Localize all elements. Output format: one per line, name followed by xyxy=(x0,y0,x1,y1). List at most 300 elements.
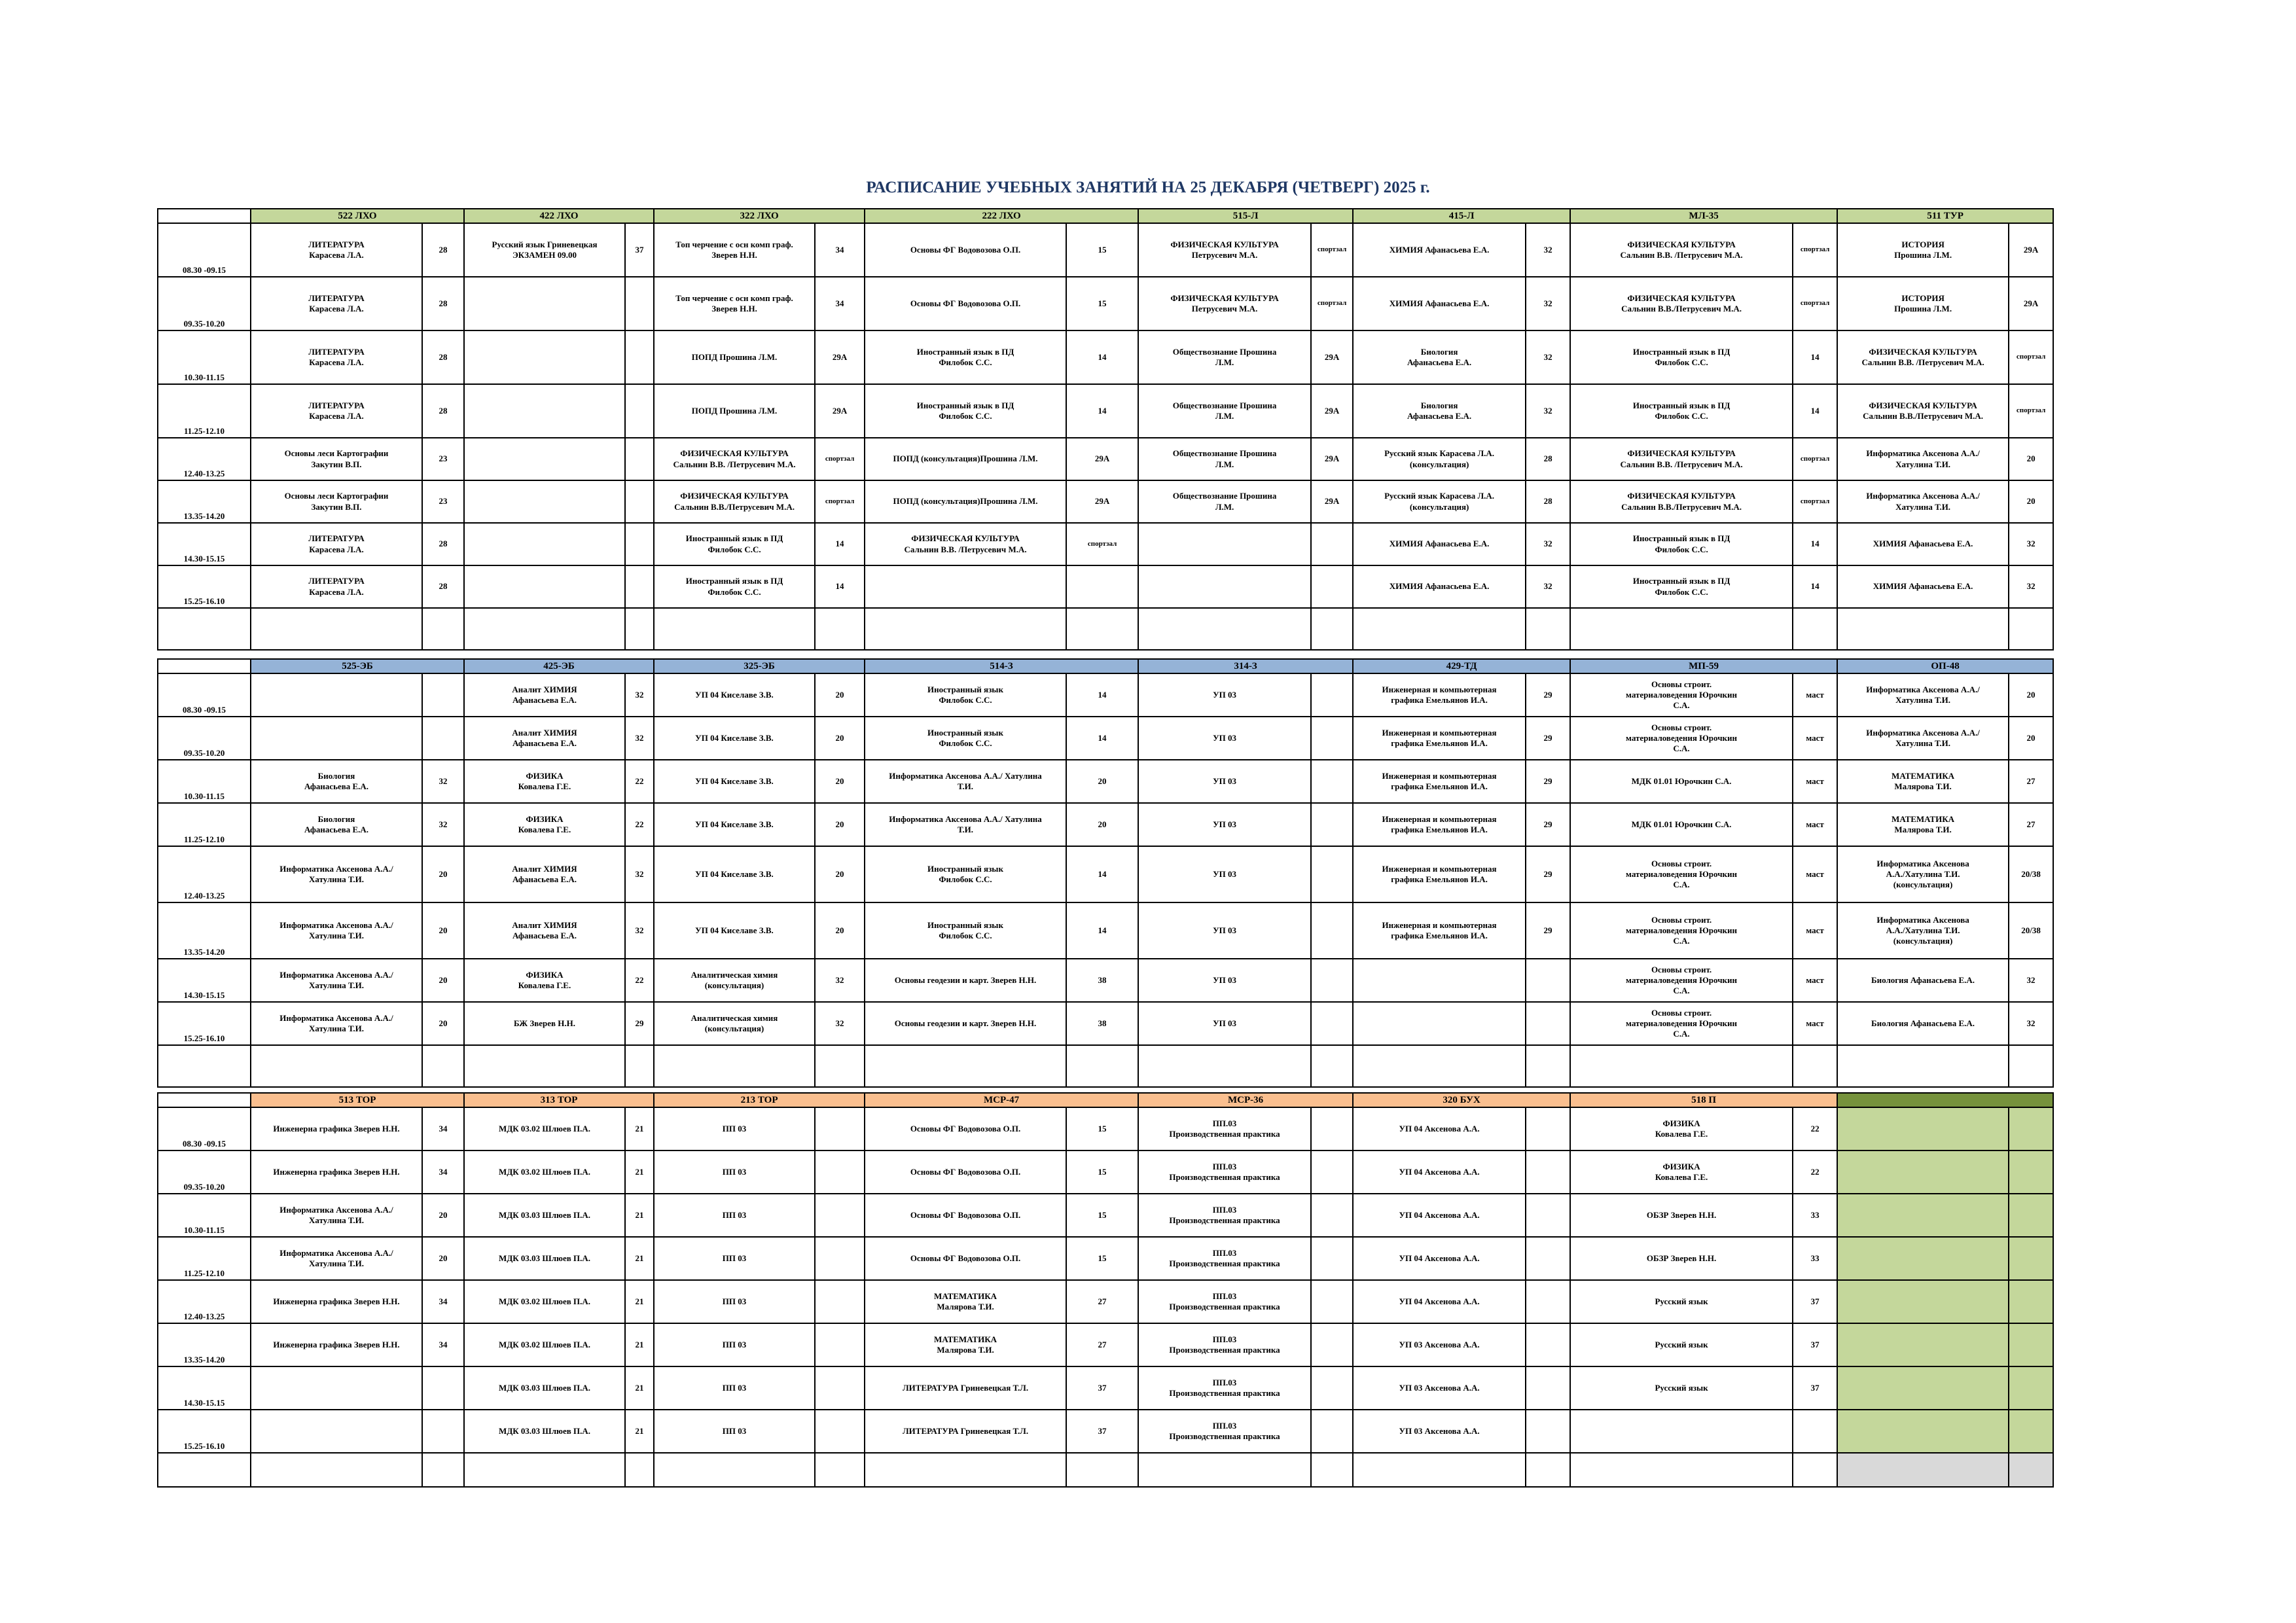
lesson-subject: ФИЗИЧЕСКАЯ КУЛЬТУРА Сальнин В.В. /Петрусевич М.А. xyxy=(1837,330,2009,384)
lesson-subject xyxy=(1837,1280,2009,1323)
lesson-room xyxy=(1793,1410,1837,1453)
lesson-room: 15 xyxy=(1066,277,1138,330)
lesson-room: 20 xyxy=(2009,717,2053,760)
lesson-subject: ФИЗИКА Ковалева Г.Е. xyxy=(464,760,625,803)
lesson-subject: ПП.03 Производственная практика xyxy=(1138,1280,1311,1323)
empty-cell xyxy=(422,1045,464,1087)
lesson-subject: Основы ФГ Водовозова О.П. xyxy=(865,1194,1066,1237)
lesson-room: 34 xyxy=(422,1323,464,1366)
lesson-row xyxy=(158,1150,2053,1194)
lesson-subject: ЛИТЕРАТУРА Карасева Л.А. xyxy=(251,223,422,277)
schedule-table-block-1 xyxy=(157,208,2054,651)
lesson-subject: МДК 03.02 Шлюев П.А. xyxy=(464,1323,625,1366)
lesson-subject: Информатика Аксенова А.А./ Хатулина Т.И. xyxy=(865,803,1066,846)
lesson-time: 12.40-13.25 xyxy=(158,1280,251,1323)
group-header-row xyxy=(158,659,2053,673)
lesson-subject: Русский язык Гриневецкая ЭКЗАМЕН 09.00 xyxy=(464,223,625,277)
lesson-subject: ПП.03 Производственная практика xyxy=(1138,1107,1311,1150)
lesson-row xyxy=(158,1002,2053,1045)
empty-cell xyxy=(251,1045,422,1087)
group-header-row xyxy=(158,209,2053,223)
empty-cell xyxy=(1837,1045,2009,1087)
lesson-subject: Основы геодезии и карт. Зверев Н.Н. xyxy=(865,1002,1066,1045)
lesson-subject: МДК 03.03 Шлюев П.А. xyxy=(464,1194,625,1237)
group-name: 425-ЭБ xyxy=(464,659,654,673)
lesson-room: 14 xyxy=(1793,523,1837,565)
lesson-subject: Информатика Аксенова А.А./ Хатулина Т.И. xyxy=(251,846,422,902)
lesson-room: 29 xyxy=(1526,673,1570,717)
lesson-room: 29А xyxy=(1311,480,1353,523)
lesson-room: 20 xyxy=(815,902,865,959)
lesson-subject: УП 04 Аксенова А.А. xyxy=(1353,1150,1526,1194)
page-title: РАСПИСАНИЕ УЧЕБНЫХ ЗАНЯТИЙ НА 25 ДЕКАБРЯ (ЧЕТВЕРГ) 2025 г. xyxy=(866,179,1430,196)
lesson-subject: Инженерная и компьютерная графика Емельянов И.А. xyxy=(1353,846,1526,902)
lesson-subject xyxy=(251,717,422,760)
lesson-room: 38 xyxy=(1066,1002,1138,1045)
lesson-time: 09.35-10.20 xyxy=(158,1150,251,1194)
lesson-subject xyxy=(464,330,625,384)
empty-cell xyxy=(1793,1045,1837,1087)
lesson-room: 14 xyxy=(815,565,865,608)
lesson-subject: МДК 03.03 Шлюев П.А. xyxy=(464,1366,625,1410)
lesson-time: 08.30 -09.15 xyxy=(158,673,251,717)
lesson-room: 23 xyxy=(422,480,464,523)
lesson-subject xyxy=(464,384,625,438)
lesson-room: спортзал xyxy=(1793,223,1837,277)
lesson-row xyxy=(158,1323,2053,1366)
lesson-room xyxy=(815,1410,865,1453)
lesson-room: 32 xyxy=(1526,384,1570,438)
lesson-subject: ФИЗИКА Ковалева Г.Е. xyxy=(1570,1107,1793,1150)
lesson-time: 13.35-14.20 xyxy=(158,1323,251,1366)
lesson-subject: Русский язык Карасева Л.А. (консультация) xyxy=(1353,480,1526,523)
lesson-room xyxy=(625,438,654,480)
lesson-room: 32 xyxy=(815,959,865,1002)
lesson-subject: Биология Афанасьева Е.А. xyxy=(1353,330,1526,384)
lesson-room: 33 xyxy=(1793,1237,1837,1280)
lesson-subject: МАТЕМАТИКА Малярова Т.И. xyxy=(865,1280,1066,1323)
lesson-room: 29А xyxy=(1311,384,1353,438)
lesson-room: 37 xyxy=(625,223,654,277)
lesson-subject: Обществознание Прошина Л.М. xyxy=(1138,438,1311,480)
empty-cell xyxy=(1311,1453,1353,1487)
lesson-subject xyxy=(251,673,422,717)
lesson-room: 20 xyxy=(2009,480,2053,523)
lesson-subject: БЖ Зверев Н.Н. xyxy=(464,1002,625,1045)
lesson-room: спортзал xyxy=(2009,330,2053,384)
lesson-subject xyxy=(1837,1323,2009,1366)
lesson-subject xyxy=(464,277,625,330)
lesson-subject: ПП.03 Производственная практика xyxy=(1138,1410,1311,1453)
lesson-room xyxy=(1311,803,1353,846)
lesson-subject: ПОПД Прошина Л.М. xyxy=(654,384,815,438)
lesson-room: спортзал xyxy=(2009,384,2053,438)
lesson-subject: Биология Афанасьева Е.А. xyxy=(1837,959,2009,1002)
lesson-room xyxy=(1526,1150,1570,1194)
lesson-room xyxy=(1066,565,1138,608)
lesson-room: 22 xyxy=(625,803,654,846)
empty-cell xyxy=(815,1453,865,1487)
lesson-room: 20 xyxy=(815,673,865,717)
lesson-room: 20 xyxy=(422,902,464,959)
lesson-subject: ФИЗИЧЕСКАЯ КУЛЬТУРА Сальнин В.В. /Петрусевич М.А. xyxy=(654,438,815,480)
lesson-room: 21 xyxy=(625,1323,654,1366)
lesson-room: 32 xyxy=(1526,565,1570,608)
lesson-row xyxy=(158,1410,2053,1453)
lesson-room: 20 xyxy=(422,1002,464,1045)
lesson-time: 15.25-16.10 xyxy=(158,565,251,608)
lesson-subject: ЛИТЕРАТУРА Карасева Л.А. xyxy=(251,277,422,330)
lesson-subject: УП 04 Киселаве З.В. xyxy=(654,803,815,846)
lesson-room: 15 xyxy=(1066,1194,1138,1237)
lesson-subject: Иностранный язык в ПД Филобок С.С. xyxy=(654,523,815,565)
lesson-row xyxy=(158,673,2053,717)
lesson-subject: УП 03 xyxy=(1138,902,1311,959)
lesson-time: 10.30-11.15 xyxy=(158,1194,251,1237)
lesson-room: 21 xyxy=(625,1150,654,1194)
empty-cell xyxy=(815,1045,865,1087)
lesson-subject: ЛИТЕРАТУРА Гриневецкая Т.Л. xyxy=(865,1366,1066,1410)
lesson-room xyxy=(625,565,654,608)
group-name: 213 ТОР xyxy=(654,1093,865,1107)
lesson-subject: ПП.03 Производственная практика xyxy=(1138,1366,1311,1410)
lesson-room xyxy=(1311,959,1353,1002)
lesson-room: 29А xyxy=(1066,480,1138,523)
lesson-room xyxy=(2009,1107,2053,1150)
lesson-subject: Основы строит. материаловедения Юрочкин С.А. xyxy=(1570,959,1793,1002)
lesson-room: 22 xyxy=(625,959,654,1002)
lesson-room: 15 xyxy=(1066,1107,1138,1150)
lesson-room xyxy=(1526,1280,1570,1323)
lesson-subject: Основы ФГ Водовозова О.П. xyxy=(865,223,1066,277)
empty-cell xyxy=(464,1453,625,1487)
lesson-subject: ЛИТЕРАТУРА Карасева Л.А. xyxy=(251,565,422,608)
lesson-row xyxy=(158,523,2053,565)
lesson-subject: Основы леси Картографии Закутин В.П. xyxy=(251,480,422,523)
lesson-subject: ПП 03 xyxy=(654,1323,815,1366)
lesson-room: спортзал xyxy=(1311,223,1353,277)
lesson-subject xyxy=(1138,523,1311,565)
lesson-room xyxy=(1311,717,1353,760)
lesson-room: 32 xyxy=(625,902,654,959)
lesson-room: спортзал xyxy=(1793,277,1837,330)
lesson-subject: ФИЗИКА Ковалева Г.Е. xyxy=(1570,1150,1793,1194)
lesson-subject: МАТЕМАТИКА Малярова Т.И. xyxy=(865,1323,1066,1366)
lesson-subject: ФИЗИЧЕСКАЯ КУЛЬТУРА Сальнин В.В. /Петрусевич М.А. xyxy=(1570,438,1793,480)
lesson-subject: УП 04 Аксенова А.А. xyxy=(1353,1280,1526,1323)
lesson-subject: Биология Афанасьева Е.А. xyxy=(1837,1002,2009,1045)
lesson-time: 12.40-13.25 xyxy=(158,846,251,902)
lesson-time: 13.35-14.20 xyxy=(158,902,251,959)
lesson-subject: УП 03 Аксенова А.А. xyxy=(1353,1323,1526,1366)
empty-cell xyxy=(865,608,1066,650)
group-name: 422 ЛХО xyxy=(464,209,654,223)
lesson-room: 29 xyxy=(1526,803,1570,846)
lesson-room: 37 xyxy=(1066,1410,1138,1453)
empty-cell xyxy=(654,608,815,650)
lesson-subject: Иностранный язык в ПД Филобок С.С. xyxy=(1570,565,1793,608)
lesson-row xyxy=(158,760,2053,803)
lesson-subject: Инженерна графика Зверев Н.Н. xyxy=(251,1150,422,1194)
lesson-room: 28 xyxy=(422,330,464,384)
lesson-subject: МДК 01.01 Юрочкин С.А. xyxy=(1570,760,1793,803)
lesson-subject: Информатика Аксенова А.А./ Хатулина Т.И. xyxy=(1837,480,2009,523)
lesson-row xyxy=(158,480,2053,523)
group-name xyxy=(1837,1093,2053,1107)
lesson-time: 14.30-15.15 xyxy=(158,1366,251,1410)
lesson-room: 32 xyxy=(1526,330,1570,384)
lesson-room: спортзал xyxy=(1793,438,1837,480)
lesson-room: маст xyxy=(1793,902,1837,959)
lesson-subject: МАТЕМАТИКА Малярова Т.И. xyxy=(1837,760,2009,803)
empty-cell xyxy=(1353,1453,1526,1487)
empty-cell xyxy=(1138,1453,1311,1487)
lesson-room: 21 xyxy=(625,1107,654,1150)
lesson-subject: Биология Афанасьева Е.А. xyxy=(251,760,422,803)
lesson-subject: Основы ФГ Водовозова О.П. xyxy=(865,1150,1066,1194)
lesson-row xyxy=(158,384,2053,438)
lesson-row xyxy=(158,330,2053,384)
lesson-subject: ФИЗИЧЕСКАЯ КУЛЬТУРА Сальнин В.В. /Петрусевич М.А. xyxy=(1570,223,1793,277)
lesson-room: 14 xyxy=(1066,673,1138,717)
lesson-room xyxy=(1526,1410,1570,1453)
lesson-subject xyxy=(1353,959,1526,1002)
lesson-room: 27 xyxy=(1066,1323,1138,1366)
lesson-subject: Иностранный язык Филобок С.С. xyxy=(865,673,1066,717)
lesson-subject: Иностранный язык Филобок С.С. xyxy=(865,846,1066,902)
lesson-subject: Информатика Аксенова А.А./ Хатулина Т.И. xyxy=(1837,717,2009,760)
lesson-room: 37 xyxy=(1793,1366,1837,1410)
lesson-row xyxy=(158,565,2053,608)
group-name: 314-З xyxy=(1138,659,1353,673)
lesson-subject: Основы геодезии и карт. Зверев Н.Н. xyxy=(865,959,1066,1002)
lesson-subject: Информатика Аксенова А.А./ Хатулина Т.И. xyxy=(1837,673,2009,717)
lesson-subject: ПП 03 xyxy=(654,1194,815,1237)
lesson-subject: Основы ФГ Водовозова О.П. xyxy=(865,1107,1066,1150)
lesson-room xyxy=(815,1237,865,1280)
lesson-room: 34 xyxy=(422,1280,464,1323)
lesson-subject xyxy=(865,565,1066,608)
lesson-subject: МДК 03.02 Шлюев П.А. xyxy=(464,1150,625,1194)
lesson-room xyxy=(1526,1002,1570,1045)
lesson-room: 32 xyxy=(2009,1002,2053,1045)
lesson-subject: Информатика Аксенова А.А./Хатулина Т.И. (консультация) xyxy=(1837,846,2009,902)
group-name: 325-ЭБ xyxy=(654,659,865,673)
lesson-subject: Инженерна графика Зверев Н.Н. xyxy=(251,1280,422,1323)
lesson-room: 27 xyxy=(2009,760,2053,803)
lesson-room: 32 xyxy=(422,760,464,803)
lesson-room: 20 xyxy=(422,846,464,902)
lesson-subject: Основы строит. материаловедения Юрочкин С.А. xyxy=(1570,846,1793,902)
group-name: 320 БУХ xyxy=(1353,1093,1570,1107)
lesson-subject: ФИЗИКА Ковалева Г.Е. xyxy=(464,803,625,846)
lesson-time: 11.25-12.10 xyxy=(158,1237,251,1280)
lesson-subject: Информатика Аксенова А.А./ Хатулина Т.И. xyxy=(251,902,422,959)
lesson-subject: МДК 03.02 Шлюев П.А. xyxy=(464,1280,625,1323)
lesson-room xyxy=(1311,1323,1353,1366)
lesson-subject: Русский язык xyxy=(1570,1323,1793,1366)
group-name: 525-ЭБ xyxy=(251,659,464,673)
lesson-room: спортзал xyxy=(1066,523,1138,565)
header-corner xyxy=(158,659,251,673)
lesson-room: 20 xyxy=(422,1237,464,1280)
lesson-time: 14.30-15.15 xyxy=(158,959,251,1002)
lesson-room: 20 xyxy=(815,846,865,902)
lesson-room: 32 xyxy=(1526,223,1570,277)
lesson-subject: ФИЗИЧЕСКАЯ КУЛЬТУРА Сальнин В.В./Петрусевич М.А. xyxy=(1837,384,2009,438)
lesson-room: 29 xyxy=(1526,902,1570,959)
lesson-room: 29А xyxy=(1311,330,1353,384)
lesson-room: 29 xyxy=(1526,717,1570,760)
lesson-room xyxy=(1311,902,1353,959)
empty-cell xyxy=(1526,608,1570,650)
lesson-room: 22 xyxy=(1793,1150,1837,1194)
lesson-subject: ПП 03 xyxy=(654,1410,815,1453)
empty-cell xyxy=(1570,608,1793,650)
lesson-subject: Иностранный язык в ПД Филобок С.С. xyxy=(1570,384,1793,438)
lesson-room xyxy=(625,480,654,523)
lesson-subject: УП 03 Аксенова А.А. xyxy=(1353,1410,1526,1453)
lesson-room: 28 xyxy=(422,384,464,438)
lesson-subject: ПП.03 Производственная практика xyxy=(1138,1194,1311,1237)
header-corner xyxy=(158,1093,251,1107)
lesson-subject: Информатика Аксенова А.А./ Хатулина Т.И. xyxy=(251,1237,422,1280)
lesson-room: 29 xyxy=(1526,760,1570,803)
lesson-room xyxy=(1311,846,1353,902)
lesson-subject: Инженерная и компьютерная графика Емельянов И.А. xyxy=(1353,902,1526,959)
lesson-room xyxy=(1311,1280,1353,1323)
lesson-subject: ХИМИЯ Афанасьева Е.А. xyxy=(1837,565,2009,608)
lesson-room: 14 xyxy=(1066,384,1138,438)
lesson-room: 32 xyxy=(2009,565,2053,608)
lesson-subject: ПП.03 Производственная практика xyxy=(1138,1150,1311,1194)
lesson-room xyxy=(1311,565,1353,608)
lesson-room: 14 xyxy=(1066,717,1138,760)
lesson-room xyxy=(625,384,654,438)
lesson-subject: Основы ФГ Водовозова О.П. xyxy=(865,277,1066,330)
lesson-subject: УП 04 Аксенова А.А. xyxy=(1353,1237,1526,1280)
lesson-room xyxy=(2009,1280,2053,1323)
lesson-subject: ПОПД Прошина Л.М. xyxy=(654,330,815,384)
empty-cell xyxy=(1138,608,1311,650)
lesson-room: 14 xyxy=(1793,565,1837,608)
lesson-subject: ХИМИЯ Афанасьева Е.А. xyxy=(1353,565,1526,608)
empty-cell xyxy=(1793,1453,1837,1487)
group-name: 515-Л xyxy=(1138,209,1353,223)
lesson-row xyxy=(158,902,2053,959)
empty-cell xyxy=(1526,1045,1570,1087)
empty-cell xyxy=(158,1453,251,1487)
lesson-room: маст xyxy=(1793,1002,1837,1045)
lesson-room: 20 xyxy=(815,803,865,846)
lesson-room: маст xyxy=(1793,846,1837,902)
lesson-room xyxy=(1311,1107,1353,1150)
lesson-room xyxy=(815,1150,865,1194)
lesson-subject xyxy=(1353,1002,1526,1045)
lesson-subject: Основы строит. материаловедения Юрочкин С.А. xyxy=(1570,717,1793,760)
lesson-subject: Инженерная и компьютерная графика Емельянов И.А. xyxy=(1353,803,1526,846)
lesson-room: 20 xyxy=(2009,673,2053,717)
lesson-subject: МДК 01.01 Юрочкин С.А. xyxy=(1570,803,1793,846)
lesson-subject: ОБЗР Зверев Н.Н. xyxy=(1570,1194,1793,1237)
lesson-room: маст xyxy=(1793,717,1837,760)
lesson-time: 15.25-16.10 xyxy=(158,1410,251,1453)
lesson-room: 32 xyxy=(422,803,464,846)
lesson-subject: ХИМИЯ Афанасьева Е.А. xyxy=(1353,223,1526,277)
lesson-row xyxy=(158,438,2053,480)
lesson-subject: Инженерная и компьютерная графика Емельянов И.А. xyxy=(1353,760,1526,803)
lesson-room xyxy=(422,717,464,760)
lesson-room: 23 xyxy=(422,438,464,480)
lesson-room: 14 xyxy=(1793,384,1837,438)
empty-cell xyxy=(654,1453,815,1487)
lesson-subject: ЛИТЕРАТУРА Карасева Л.А. xyxy=(251,384,422,438)
lesson-room xyxy=(1526,1194,1570,1237)
lesson-time: 11.25-12.10 xyxy=(158,803,251,846)
lesson-room: 29 xyxy=(1526,846,1570,902)
lesson-room xyxy=(2009,1323,2053,1366)
lesson-room: маст xyxy=(1793,803,1837,846)
lesson-row xyxy=(158,1366,2053,1410)
lesson-row xyxy=(158,846,2053,902)
lesson-subject: Биология Афанасьева Е.А. xyxy=(1353,384,1526,438)
lesson-room xyxy=(815,1366,865,1410)
lesson-room: 14 xyxy=(1793,330,1837,384)
lesson-room: спортзал xyxy=(1311,277,1353,330)
lesson-time: 08.30 -09.15 xyxy=(158,1107,251,1150)
group-name: 522 ЛХО xyxy=(251,209,464,223)
lesson-subject: МДК 03.03 Шлюев П.А. xyxy=(464,1410,625,1453)
lesson-room: 21 xyxy=(625,1280,654,1323)
lesson-room: 20 xyxy=(815,760,865,803)
lesson-room xyxy=(1311,1366,1353,1410)
lesson-room: 20 xyxy=(422,1194,464,1237)
lesson-subject: ПП 03 xyxy=(654,1366,815,1410)
lesson-subject: Инженерна графика Зверев Н.Н. xyxy=(251,1107,422,1150)
lesson-time: 10.30-11.15 xyxy=(158,760,251,803)
lesson-subject: ФИЗИЧЕСКАЯ КУЛЬТУРА Сальнин В.В. /Петрусевич М.А. xyxy=(865,523,1066,565)
lesson-room: 20 xyxy=(2009,438,2053,480)
lesson-room: 14 xyxy=(815,523,865,565)
lesson-room: 29А xyxy=(815,384,865,438)
lesson-subject xyxy=(1837,1366,2009,1410)
lesson-room: 29А xyxy=(1066,438,1138,480)
lesson-subject: Иностранный язык в ПД Филобок С.С. xyxy=(1570,330,1793,384)
lesson-room xyxy=(422,673,464,717)
lesson-subject: УП 04 Киселаве З.В. xyxy=(654,902,815,959)
lesson-subject: ПП 03 xyxy=(654,1280,815,1323)
lesson-subject: ОБЗР Зверев Н.Н. xyxy=(1570,1237,1793,1280)
lesson-subject: УП 04 Киселаве З.В. xyxy=(654,846,815,902)
lesson-room: 32 xyxy=(625,717,654,760)
lesson-room: 28 xyxy=(422,523,464,565)
lesson-subject: МАТЕМАТИКА Малярова Т.И. xyxy=(1837,803,2009,846)
lesson-row xyxy=(158,223,2053,277)
lesson-room xyxy=(422,1366,464,1410)
lesson-room xyxy=(2009,1150,2053,1194)
lesson-time: 08.30 -09.15 xyxy=(158,223,251,277)
empty-cell xyxy=(158,608,251,650)
lesson-room: 20 xyxy=(1066,760,1138,803)
lesson-subject: УП 04 Аксенова А.А. xyxy=(1353,1107,1526,1150)
lesson-subject: Информатика Аксенова А.А./ Хатулина Т.И. xyxy=(251,959,422,1002)
lesson-row xyxy=(158,1237,2053,1280)
group-name: 322 ЛХО xyxy=(654,209,865,223)
lesson-room xyxy=(1311,1237,1353,1280)
lesson-room: 28 xyxy=(1526,480,1570,523)
lesson-subject: ХИМИЯ Афанасьева Е.А. xyxy=(1837,523,2009,565)
lesson-subject: ПП 03 xyxy=(654,1107,815,1150)
